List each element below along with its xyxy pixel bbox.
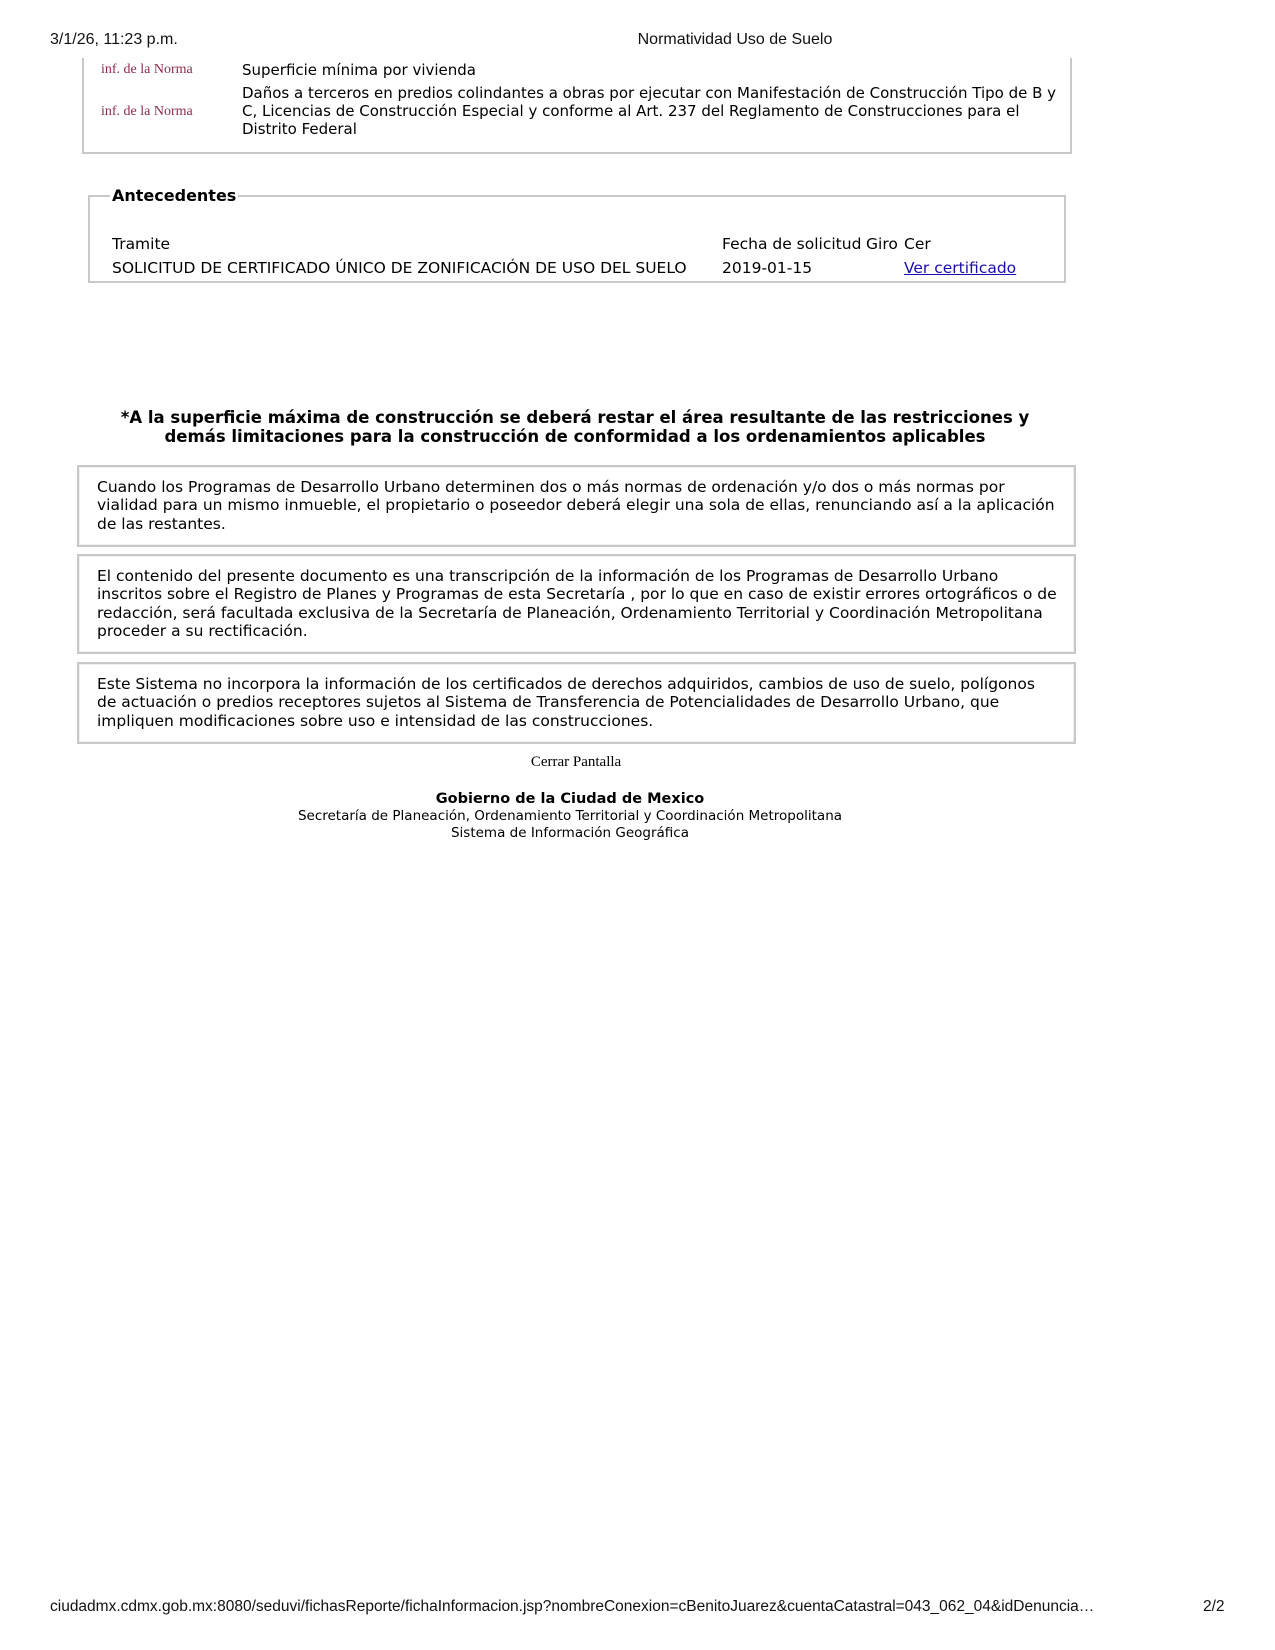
fecha-value: 2019-01-15 — [722, 259, 813, 277]
ver-certificado-link[interactable]: Ver certificado — [904, 259, 1017, 277]
print-page-number: 2/2 — [1203, 1598, 1225, 1615]
info-box-transcripcion: El contenido del presente documento es una transcripción de la información de los Programas de Desarrollo Urbano inscritos sobre el Registro de Planes y Programas de esta Secretaría , por lo que en caso de existir errores ortográficos o de redacción, será facultada exclusiva de la Secretaría de Planeación, Ordenamiento Territorial y Coordinación Metropolitana proceder a su rectificación. — [77, 554, 1076, 654]
norm-description: Superficie mínima por vivienda — [242, 61, 477, 79]
norm-description: Daños a terceros en predios colindantes a obras por ejecutar con Manifestación de Construcción Tipo de B y C, Licencias de Construcción Especial y conforme al Art. 237 del Reglamento de Construcciones para el Distrito Federal — [242, 84, 1057, 138]
header-giro: Giro — [866, 235, 898, 253]
footer-gov-name: Gobierno de la Ciudad de Mexico — [435, 791, 705, 807]
footer-sistema: Sistema de Información Geográfica — [450, 825, 690, 841]
antecedentes-legend: Antecedentes — [112, 186, 237, 205]
construction-notice: *A la superficie máxima de construcción se deberá restar el área resultante de las restricciones y demás limitaciones para la construcción de conformidad a los ordenamientos aplicables — [120, 408, 1030, 446]
print-page-title: Normatividad Uso de Suelo — [637, 31, 833, 48]
header-fecha: Fecha de solicitud — [722, 235, 862, 253]
close-screen-link[interactable]: Cerrar Pantalla — [530, 754, 622, 770]
antecedentes-fieldset — [88, 186, 1066, 283]
header-tramite: Tramite — [112, 235, 171, 253]
print-datetime: 3/1/26, 11:23 p.m. — [50, 31, 178, 48]
footer-secretaria: Secretaría de Planeación, Ordenamiento Territorial y Coordinación Metropolitana — [297, 808, 843, 824]
info-box-sistema: Este Sistema no incorpora la información de los certificados de derechos adquiridos, cambios de uso de suelo, polígonos de actuación o predios receptores sujetos al Sistema de Transferencia de Potencialidades de Desarrollo Urbano, que impliquen modificaciones sobre uso e intensidad de las construcciones. — [77, 662, 1076, 744]
norm-info-link[interactable]: inf. de la Norma — [101, 104, 193, 119]
header-cer: Cer — [904, 235, 931, 253]
tramite-value: SOLICITUD DE CERTIFICADO ÚNICO DE ZONIFICACIÓN DE USO DEL SUELO — [112, 259, 687, 277]
info-box-normas: Cuando los Programas de Desarrollo Urbano determinen dos o más normas de ordenación y/o dos o más normas por vialidad para un mismo inmueble, el propietario o poseedor deberá elegir una sola de ellas, renunciando así a la aplicación de las restantes. — [77, 465, 1076, 547]
norms-table — [82, 58, 1072, 154]
print-url: ciudadmx.cdmx.gob.mx:8080/seduvi/fichasReporte/fichaInformacion.jsp?nombreConexion=cBenitoJuarez&cuentaCatastral=043_062_04&idDenuncia… — [50, 1598, 1095, 1615]
norm-info-link[interactable]: inf. de la Norma — [101, 62, 193, 77]
